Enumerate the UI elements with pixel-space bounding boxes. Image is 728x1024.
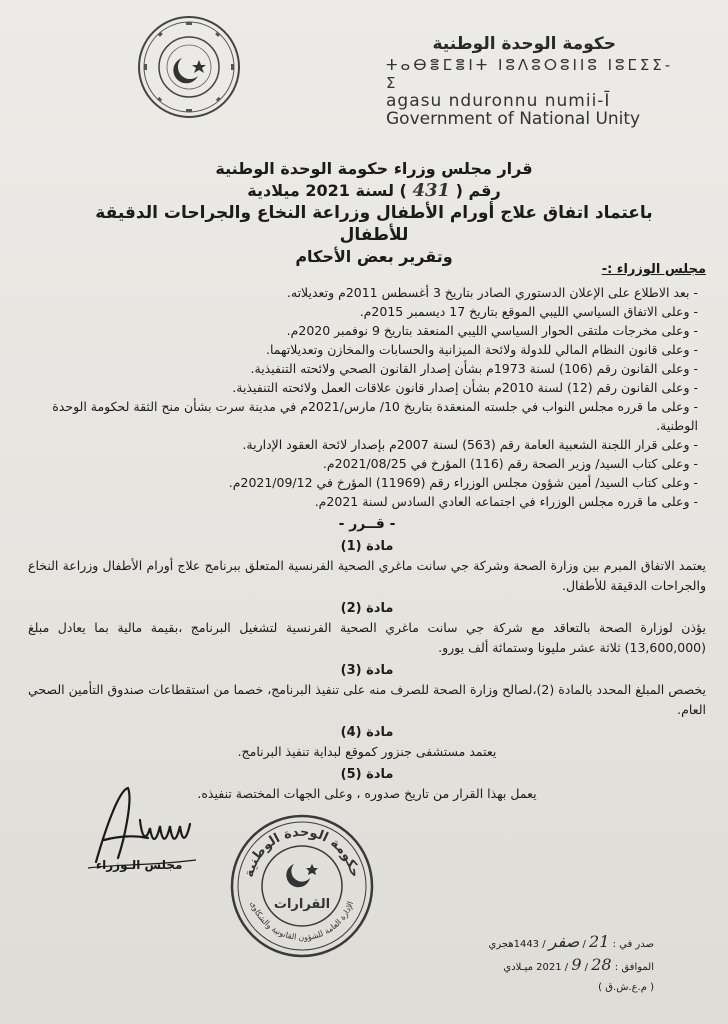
article-heading: مادة (3) [340,663,394,678]
article-heading: مادة (1) [340,539,394,554]
article-text: يعتمد الاتفاق المبرم بين وزارة الصحة وشركة جي سانت ماغري الصحية الفرنسية المتعلق ببرنامج علاج أورام الأطفال وزراعة النخاع والجراحات الدقيقة للأطفال. [28,558,706,593]
preamble-item: - وعلى القانون رقم (12) لسنة 2010م بشأن إصدار قانون علاقات العمل ولائحته التنفيذية. [232,380,698,395]
issued-date-row: صدر في : 21 / صفر / 1443هجري [488,932,654,951]
article-heading: مادة (5) [340,767,394,782]
corresponding-date-row: الموافق : 28 / 9 / 2021 ميـلادي [503,955,654,974]
preamble-item: - وعلى الاتفاق السياسي الليبي الموقع بتاريخ 17 ديسمبر 2015م. [359,304,698,319]
article-heading: مادة (2) [340,601,394,616]
letterhead-arabic: حكومة الوحدة الوطنية [432,34,616,54]
preamble-item: - وعلى القانون رقم (106) لسنة 1973م بشأن إصدار القانون الصحي ولائحته التنفيذية. [250,361,698,376]
signature-label: مجلس الـوزراء [96,858,183,872]
government-seal-top [136,14,242,120]
issue-reference [474,932,654,998]
preamble-item: - بعد الاطلاع على الإعلان الدستوري الصادر بتاريخ 3 أغسطس 2011م وتعديلاته. [286,285,698,300]
decision-title [80,158,668,268]
letterhead [386,34,676,128]
title-line-1: قرار مجلس وزراء حكومة الوحدة الوطنية [215,159,533,178]
legal-ref: ( م.ع.ش.ق ) [598,982,654,993]
preamble-item: - وعلى قانون النظام المالي للدولة ولائحة الميزانية والحسابات والمخازن وتعديلاتهما. [265,342,698,357]
article-text: يعتمد مستشفى جنزور كموقع لبداية تنفيذ البرنامج. [237,744,497,759]
svg-text:حكومة الوحدة الوطنية [242,825,362,879]
preamble-item: - وعلى ما قرره مجلس النواب في جلسته المنعقدة بتاريخ 10/ مارس/2021م في مدينة سرت بشأن منح الثقة لحكومة الوحدة الوطنية. [52,399,698,433]
stamp-top-text: حكومة الوحدة الوطنية [241,824,363,879]
preamble-item: - وعلى مخرجات ملتقى الحوار السياسي الليبي المنعقد بتاريخ 9 نوفمبر 2020م. [286,323,698,338]
preamble-item: - وعلى قرار اللجنة الشعبية العامة رقم (563) لسنة 2007م بإصدار لائحة العقود الإدارية. [242,437,698,452]
stamp-bottom-text: الإدارة العامة للشؤون القانونية والشكاوى [248,900,356,943]
letterhead-tifinagh: ⵜⴰⴱⴻⵎⴻⵏⵜ ⵏⵓⴷⵓⵔⵓⵏⵏⵓ ⵏⵓⵎⵉⵉ-ⵉ [386,56,674,92]
preamble-item: - وعلى كتاب السيد/ وزير الصحة رقم (116) المؤرخ في 2021/08/25م. [322,456,698,471]
article-text: يؤذن لوزارة الصحة بالتعاقد مع شركة جي سانت ماغري الصحية الفرنسية لتشغيل البرنامج ،بقيمة مالية بما يعادل مبلغ (13,600,000) ثلاثة عشر مليونا وستمائة ألف يورو. [28,620,706,655]
title-line-2: رقم ( 431 ) لسنة 2021 ميلادية [247,180,501,201]
decision-number: 431 [412,180,451,201]
article-heading: مادة (4) [340,725,394,740]
letterhead-english: Government of National Unity [386,109,641,129]
preamble-item: - وعلى ما قرره مجلس الوزراء في اجتماعه العادي السادس لسنة 2021م. [314,494,698,509]
preamble-heading: مجلس الوزراء :- [601,262,706,277]
article-text: يخصص المبلغ المحدد بالمادة (2)،لصالح وزارة الصحة للصرف منه على تنفيذ البرنامج، خصما من استقطاعات صندوق التأمين الصحي العام. [28,682,707,717]
article-text: يعمل بهذا القرار من تاريخ صدوره ، وعلى الجهات المختصة تنفيذه. [197,786,537,801]
title-line-4: وتقرير بعض الأحكام [295,247,453,266]
decisions-stamp [228,812,376,960]
decided-heading: - قــرر - [338,516,396,532]
stamp-center-text: القرارات [273,897,331,912]
letterhead-latin: agasu nduronnu numii-Ī [386,91,611,111]
title-line-3: باعتماد اتفاق علاج أورام الأطفال وزراعة النخاع والجراحات الدقيقة للأطفال [95,203,653,245]
decision-body [28,260,706,804]
preamble-item: - وعلى كتاب السيد/ أمين شؤون مجلس الوزراء رقم (11969) المؤرخ في 2021/09/12م. [228,475,698,490]
